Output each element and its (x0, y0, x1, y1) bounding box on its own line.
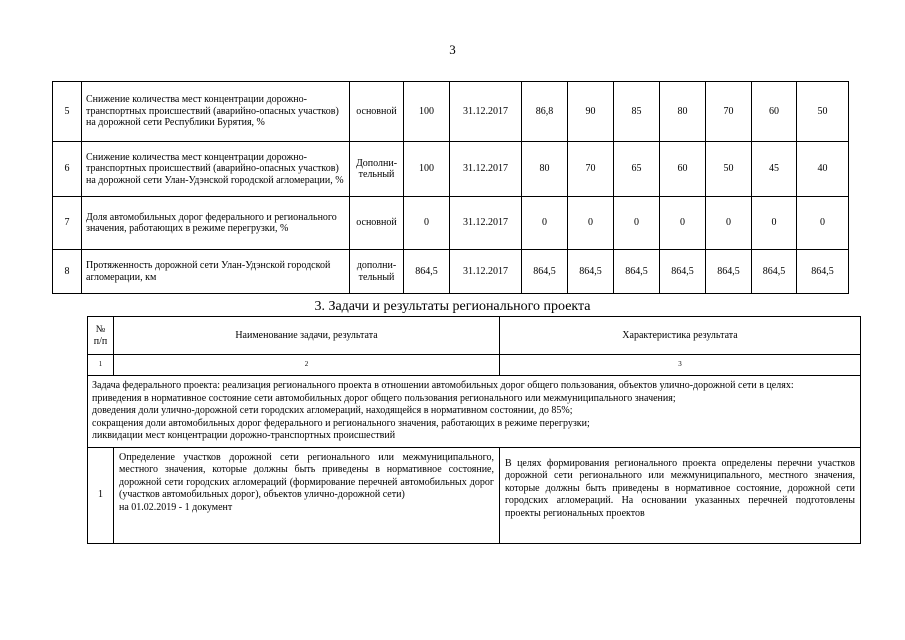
value-cell: 0 (706, 197, 752, 250)
value-cell: 0 (614, 197, 660, 250)
federal-task-line: сокращения доли автомобильных дорог федерального и регионального значения, работающих в режиме перегрузки; (92, 417, 590, 429)
indicator-row (53, 82, 849, 142)
index-cell: 1 (88, 355, 114, 376)
row-number: 8 (53, 250, 82, 294)
value-cell: 864,5 (568, 250, 614, 294)
row-number: 5 (53, 82, 82, 142)
value-cell: 90 (568, 82, 614, 142)
indicator-name: Снижение количества мест концентрации дорожно-транспортных происшествий (аварийно-опасных участков) на дорожной сети Республики Бурятия, % (82, 82, 350, 142)
indicator-name: Доля автомобильных дорог федерального и регионального значения, работающих в режиме перегрузки, % (82, 197, 350, 250)
row-number: 7 (53, 197, 82, 250)
value-cell: 864,5 (660, 250, 706, 294)
base-date: 31.12.2017 (450, 82, 522, 142)
value-cell: 80 (660, 82, 706, 142)
value-cell: 0 (660, 197, 706, 250)
base-value: 0 (404, 197, 450, 250)
header-num: № п/п (88, 317, 114, 355)
value-cell: 0 (797, 197, 849, 250)
indicator-row (53, 197, 849, 250)
federal-task-line: Задача федерального проекта: реализация регионального проекта в отношении автомобильных дорог общего пользования, объектов улично-дорожной сети в целях: (92, 380, 794, 391)
federal-task-line: доведения доли улично-дорожной сети городских агломераций, находящейся в нормативном состоянии, до 85%; (92, 405, 573, 416)
tasks-table (87, 316, 861, 544)
indicator-name: Снижение количества мест концентрации дорожно-транспортных происшествий (аварийно-опасных участков) на дорожной сети Улан-Удэнской городской агломерации, % (82, 142, 350, 197)
federal-task-line: ликвидации мест концентрации дорожно-транспортных происшествий (92, 430, 396, 441)
indicator-type: дополни-тельный (350, 250, 404, 294)
indicator-row (53, 250, 849, 294)
value-cell: 65 (614, 142, 660, 197)
indicator-type: Дополни-тельный (350, 142, 404, 197)
task-deadline: на 01.02.2019 - 1 документ (119, 501, 233, 513)
index-cell: 3 (500, 355, 861, 376)
base-value: 100 (404, 82, 450, 142)
task-row (88, 447, 861, 543)
task-name: Определение участков дорожной сети регионального или межмуниципального, местного значения, которые должны быть приведены в нормативное состояние, дорожной сети городских агломераций (формирование перечней автомобильных дорог (участков автомобильных дорог), объектов улично-дорожной сети) (119, 451, 494, 500)
base-date: 31.12.2017 (450, 142, 522, 197)
value-cell: 864,5 (614, 250, 660, 294)
base-date: 31.12.2017 (450, 250, 522, 294)
value-cell: 85 (614, 82, 660, 142)
value-cell: 60 (752, 82, 797, 142)
value-cell: 50 (706, 142, 752, 197)
section-title: 3. Задачи и результаты регионального проекта (314, 299, 591, 314)
indicators-table (52, 81, 849, 294)
row-number: 6 (53, 142, 82, 197)
indicator-name: Протяженность дорожной сети Улан-Удэнской городской агломерации, км (82, 250, 350, 294)
base-value: 100 (404, 142, 450, 197)
value-cell: 0 (522, 197, 568, 250)
base-value: 864,5 (404, 250, 450, 294)
page-number: 3 (449, 42, 456, 57)
value-cell: 864,5 (797, 250, 849, 294)
indicator-type: основной (350, 82, 404, 142)
header-name: Наименование задачи, результата (114, 317, 500, 355)
value-cell: 40 (797, 142, 849, 197)
value-cell: 70 (568, 142, 614, 197)
task-number: 1 (88, 447, 114, 543)
federal-task-line: приведения в нормативное состояние сети автомобильных дорог общего пользования регионального или межмуниципального значения; (92, 392, 676, 404)
indicator-type: основной (350, 197, 404, 250)
index-cell: 2 (114, 355, 500, 376)
task-characteristic: В целях формирования регионального проекта определены перечни участков дорожной сети регионального или межмуниципального, местного значения, которые должны быть приведены в нормативное состояние, дорожной сети городских агломераций. На основании указанных перечней подготовлены проекты региональных проектов (500, 447, 861, 543)
value-cell: 0 (752, 197, 797, 250)
value-cell: 864,5 (706, 250, 752, 294)
federal-task-cell (88, 376, 861, 448)
value-cell: 86,8 (522, 82, 568, 142)
value-cell: 60 (660, 142, 706, 197)
base-date: 31.12.2017 (450, 197, 522, 250)
value-cell: 80 (522, 142, 568, 197)
value-cell: 0 (568, 197, 614, 250)
header-characteristic: Характеристика результата (500, 317, 861, 355)
value-cell: 864,5 (522, 250, 568, 294)
value-cell: 864,5 (752, 250, 797, 294)
value-cell: 50 (797, 82, 849, 142)
task-name-cell (114, 447, 500, 543)
value-cell: 45 (752, 142, 797, 197)
value-cell: 70 (706, 82, 752, 142)
indicator-row (53, 142, 849, 197)
